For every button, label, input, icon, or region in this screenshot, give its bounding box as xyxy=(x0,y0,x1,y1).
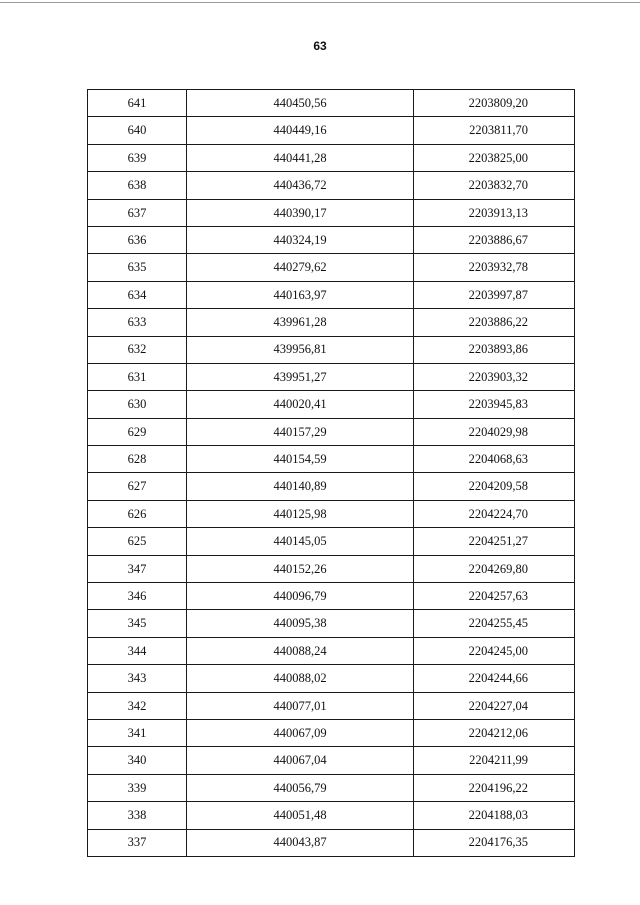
point-number-cell: 629 xyxy=(88,418,187,445)
point-number-cell: 640 xyxy=(88,117,187,144)
x-coordinate-cell: 440056,79 xyxy=(187,774,414,801)
table-row xyxy=(88,747,575,774)
point-number-cell: 637 xyxy=(88,199,187,226)
y-coordinate-cell: 2204257,63 xyxy=(414,583,575,610)
x-coordinate-cell: 440125,98 xyxy=(187,500,414,527)
table-row xyxy=(88,336,575,363)
page-number: 63 xyxy=(313,39,327,53)
x-coordinate-cell: 440051,48 xyxy=(187,802,414,829)
point-number-cell: 343 xyxy=(88,665,187,692)
y-coordinate-cell: 2204244,66 xyxy=(414,665,575,692)
table-row xyxy=(88,802,575,829)
y-coordinate-cell: 2204251,27 xyxy=(414,528,575,555)
point-number-cell: 641 xyxy=(88,90,187,117)
table-row xyxy=(88,309,575,336)
y-coordinate-cell: 2204211,99 xyxy=(414,747,575,774)
x-coordinate-cell: 440067,04 xyxy=(187,747,414,774)
x-coordinate-cell: 440324,19 xyxy=(187,226,414,253)
table-row xyxy=(88,774,575,801)
x-coordinate-cell: 440020,41 xyxy=(187,391,414,418)
table-row xyxy=(88,418,575,445)
y-coordinate-cell: 2203832,70 xyxy=(414,172,575,199)
point-number-cell: 627 xyxy=(88,473,187,500)
table-row xyxy=(88,90,575,117)
y-coordinate-cell: 2204176,35 xyxy=(414,829,575,856)
y-coordinate-cell: 2203903,32 xyxy=(414,363,575,390)
table-row xyxy=(88,254,575,281)
y-coordinate-cell: 2204029,98 xyxy=(414,418,575,445)
x-coordinate-cell: 440145,05 xyxy=(187,528,414,555)
coordinates-table-body xyxy=(88,90,575,857)
y-coordinate-cell: 2204245,00 xyxy=(414,637,575,664)
point-number-cell: 635 xyxy=(88,254,187,281)
x-coordinate-cell: 440279,62 xyxy=(187,254,414,281)
table-row xyxy=(88,473,575,500)
point-number-cell: 346 xyxy=(88,583,187,610)
x-coordinate-cell: 440449,16 xyxy=(187,117,414,144)
table-row xyxy=(88,829,575,856)
point-number-cell: 630 xyxy=(88,391,187,418)
y-coordinate-cell: 2204269,80 xyxy=(414,555,575,582)
x-coordinate-cell: 439956,81 xyxy=(187,336,414,363)
y-coordinate-cell: 2203825,00 xyxy=(414,144,575,171)
x-coordinate-cell: 440441,28 xyxy=(187,144,414,171)
table-row xyxy=(88,692,575,719)
point-number-cell: 634 xyxy=(88,281,187,308)
table-row xyxy=(88,199,575,226)
x-coordinate-cell: 440152,26 xyxy=(187,555,414,582)
table-row xyxy=(88,226,575,253)
point-number-cell: 340 xyxy=(88,747,187,774)
table-row xyxy=(88,719,575,746)
point-number-cell: 625 xyxy=(88,528,187,555)
y-coordinate-cell: 2203997,87 xyxy=(414,281,575,308)
point-number-cell: 631 xyxy=(88,363,187,390)
x-coordinate-cell: 440157,29 xyxy=(187,418,414,445)
point-number-cell: 632 xyxy=(88,336,187,363)
table-row xyxy=(88,665,575,692)
x-coordinate-cell: 440088,24 xyxy=(187,637,414,664)
table-row xyxy=(88,583,575,610)
x-coordinate-cell: 440450,56 xyxy=(187,90,414,117)
top-edge-line xyxy=(0,2,640,3)
x-coordinate-cell: 440154,59 xyxy=(187,446,414,473)
point-number-cell: 338 xyxy=(88,802,187,829)
point-number-cell: 337 xyxy=(88,829,187,856)
y-coordinate-cell: 2203886,22 xyxy=(414,309,575,336)
table-row xyxy=(88,117,575,144)
point-number-cell: 347 xyxy=(88,555,187,582)
x-coordinate-cell: 440140,89 xyxy=(187,473,414,500)
table-row xyxy=(88,391,575,418)
x-coordinate-cell: 440390,17 xyxy=(187,199,414,226)
y-coordinate-cell: 2203811,70 xyxy=(414,117,575,144)
y-coordinate-cell: 2203809,20 xyxy=(414,90,575,117)
point-number-cell: 633 xyxy=(88,309,187,336)
x-coordinate-cell: 440077,01 xyxy=(187,692,414,719)
point-number-cell: 628 xyxy=(88,446,187,473)
x-coordinate-cell: 440163,97 xyxy=(187,281,414,308)
y-coordinate-cell: 2203913,13 xyxy=(414,199,575,226)
y-coordinate-cell: 2204255,45 xyxy=(414,610,575,637)
x-coordinate-cell: 440043,87 xyxy=(187,829,414,856)
coordinates-table xyxy=(87,89,575,857)
table-row xyxy=(88,500,575,527)
y-coordinate-cell: 2204212,06 xyxy=(414,719,575,746)
y-coordinate-cell: 2203893,86 xyxy=(414,336,575,363)
x-coordinate-cell: 439951,27 xyxy=(187,363,414,390)
point-number-cell: 339 xyxy=(88,774,187,801)
x-coordinate-cell: 440096,79 xyxy=(187,583,414,610)
point-number-cell: 639 xyxy=(88,144,187,171)
y-coordinate-cell: 2204224,70 xyxy=(414,500,575,527)
x-coordinate-cell: 440088,02 xyxy=(187,665,414,692)
point-number-cell: 626 xyxy=(88,500,187,527)
y-coordinate-cell: 2203886,67 xyxy=(414,226,575,253)
table-row xyxy=(88,528,575,555)
x-coordinate-cell: 440067,09 xyxy=(187,719,414,746)
table-row xyxy=(88,363,575,390)
point-number-cell: 638 xyxy=(88,172,187,199)
y-coordinate-cell: 2204188,03 xyxy=(414,802,575,829)
point-number-cell: 345 xyxy=(88,610,187,637)
x-coordinate-cell: 439961,28 xyxy=(187,309,414,336)
point-number-cell: 636 xyxy=(88,226,187,253)
table-row xyxy=(88,172,575,199)
point-number-cell: 342 xyxy=(88,692,187,719)
table-row xyxy=(88,281,575,308)
point-number-cell: 341 xyxy=(88,719,187,746)
table-row xyxy=(88,637,575,664)
point-number-cell: 344 xyxy=(88,637,187,664)
table-row xyxy=(88,555,575,582)
table-row xyxy=(88,610,575,637)
y-coordinate-cell: 2203932,78 xyxy=(414,254,575,281)
y-coordinate-cell: 2204227,04 xyxy=(414,692,575,719)
y-coordinate-cell: 2204068,63 xyxy=(414,446,575,473)
x-coordinate-cell: 440436,72 xyxy=(187,172,414,199)
table-row xyxy=(88,446,575,473)
y-coordinate-cell: 2203945,83 xyxy=(414,391,575,418)
table-row xyxy=(88,144,575,171)
y-coordinate-cell: 2204209,58 xyxy=(414,473,575,500)
x-coordinate-cell: 440095,38 xyxy=(187,610,414,637)
y-coordinate-cell: 2204196,22 xyxy=(414,774,575,801)
